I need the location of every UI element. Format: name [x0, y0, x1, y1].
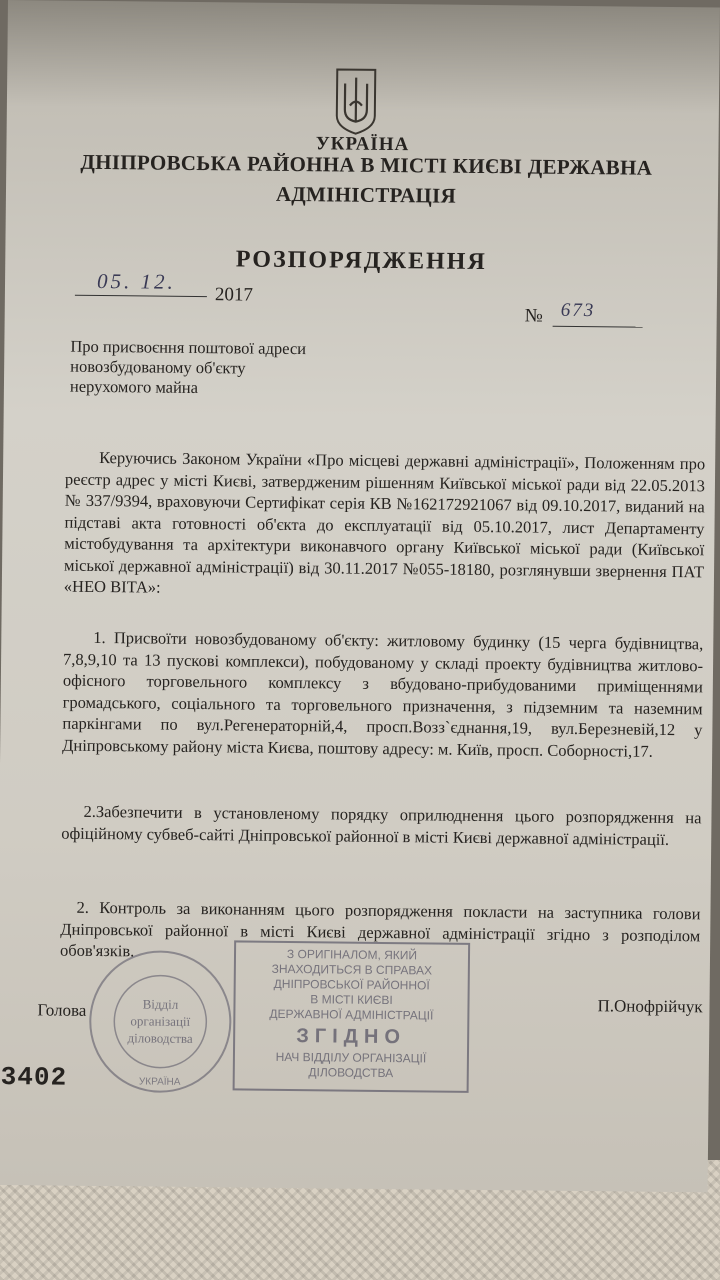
- round-stamp-ring-text: УКРАЇНА: [138, 1076, 181, 1088]
- date-underline: [75, 295, 207, 297]
- cert-stamp-line-3: ДНІПРОВСЬКОЇ РАЙОННОЇ: [273, 976, 430, 993]
- cert-stamp-line-5: ДЕРЖАВНОЇ АДМІНІСТРАЦІЇ: [269, 1006, 434, 1023]
- round-stamp: [85, 946, 237, 1098]
- country-heading: УКРАЇНА: [315, 133, 410, 156]
- clause-2-paragraph: 2.Забезпечити в установленому порядку оприлюднення цього розпорядження на офіційному субвеб-сайті Дніпровської районної в місті Києві державної адміністрації.: [61, 801, 702, 849]
- round-stamp-line-1: Відділ: [142, 996, 179, 1012]
- signature-name: П.Онофрійчук: [597, 996, 703, 1017]
- clause-3-paragraph: 2. Контроль за виконанням цього розпорядження покласти на заступника голови Дніпровської районної в місті Києві державної адміністрації згідно з розподілом обов'язків.: [59, 897, 701, 961]
- document-year: 2017: [214, 284, 254, 306]
- cert-stamp-line-2: ЗНАХОДИТЬСЯ В СПРАВАХ: [271, 961, 433, 978]
- cert-stamp-approval: ЗГІДНО: [296, 1025, 407, 1049]
- round-stamp-line-2: організації: [130, 1013, 191, 1029]
- round-stamp-line-3: діловодства: [127, 1030, 193, 1046]
- administration-heading: ДНІПРОВСЬКА РАЙОННА В МІСТІ КИЄВІ ДЕРЖАВНА АДМІНІСТРАЦІЯ: [80, 149, 653, 208]
- registration-number: 3402: [0, 1061, 68, 1093]
- cert-stamp-footer-2: ДІЛОВОДСТВА: [308, 1065, 394, 1081]
- cert-stamp-footer-1: НАЧ ВІДДІЛУ ОРГАНІЗАЦІЇ: [275, 1049, 427, 1066]
- certification-stamp: [233, 940, 471, 1092]
- clause-1-paragraph: 1. Присвоїти новозбудованому об'єкту: житловому будинку (15 черга будівництва, 7,8,9,10 та 13 пускові комплекси), побудованому у складі проекту будівництва житлово-офісного торговельного комплексу з вбудовано-прибудованими приміщеннями громадського, соціального та торговельного призначення, з підземним та наземним паркінгами по вул.Регенераторній,4, просп.Возз`єднання,19, вул.Березневій,12 у Дніпровському району міста Києва, поштову адресу: м. Київ, просп. Соборності,17.: [62, 627, 704, 761]
- cert-stamp-line-1: З ОРИГІНАЛОМ, ЯКИЙ: [286, 946, 418, 963]
- preamble-paragraph: Керуючись Законом України «Про місцеві державні адміністрації», Положенням про реєстр адрес у місті Києві, затвердженим рішенням Київської міської ради від 22.05.2013 № 337/9394, враховуючи Сертифікат серія КВ №162172921067 від 09.10.2017, виданий на підставі акта готовності об'єкта до експлуатації від 05.10.2017, лист Департаменту містобудування та архітектури виконавчого органу Київської міської ради (Київської міської державної адміністрації) від 30.11.2017 №055-18180, розглянувши звернення ПАТ «НЕО ВІТА»:: [63, 447, 706, 597]
- document-title: РОЗПОРЯДЖЕННЯ: [235, 246, 487, 276]
- cert-stamp-line-4: В МІСТІ КИЄВІ: [310, 992, 393, 1008]
- document-subject: Про присвоєння поштової адреси новозбудованому об'єкту нерухомого майна: [69, 336, 307, 398]
- signature-role: Голова: [37, 1000, 87, 1020]
- handwritten-date: 05. 12.: [96, 268, 176, 294]
- handwritten-number: 673: [560, 299, 596, 322]
- number-underline: [553, 326, 643, 328]
- trident-icon: [333, 65, 380, 135]
- number-sign: №: [524, 305, 543, 327]
